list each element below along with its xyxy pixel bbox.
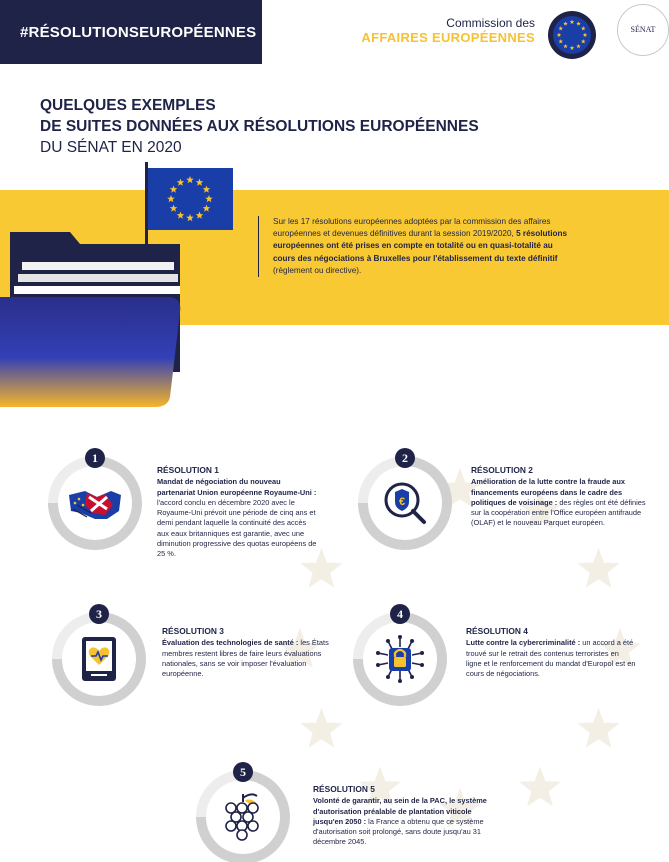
resolution-3-bold: Évaluation des technologies de santé :: [162, 638, 299, 648]
senat-logo: [617, 4, 669, 56]
resolution-5-bold: Volonté de garantir, au sein de la PAC, le système d'autorisation préalable de plantation viticole jusqu'en 2050 :: [313, 796, 487, 826]
senat-logo-text: SÉNAT: [630, 25, 656, 34]
resolution-4-number: 4: [390, 604, 410, 624]
resolution-1-title: RÉSOLUTION 1: [157, 465, 219, 475]
resolution-5-number: 5: [233, 762, 253, 782]
intro-bold: 5 résolutions européennes ont été prises en compte en totalité ou en quasi-totalité au cours des négociations à Bruxelles pour l'établissement du texte définitif: [273, 229, 568, 263]
resolution-5-icon-circle: [196, 764, 290, 862]
hashtag-text: #RÉSOLUTIONSEUROPÉENNES: [20, 23, 257, 41]
resolution-2-title: RÉSOLUTION 2: [471, 465, 533, 475]
commission-line1: Commission des: [446, 16, 535, 30]
page-title: [40, 95, 479, 158]
title-line3: DU SÉNAT EN 2020: [40, 139, 182, 156]
resolution-3-title: RÉSOLUTION 3: [162, 626, 224, 636]
resolution-3-text: les États membres restent libres de faire leurs évaluations nationales, sans se voir imposer l'évaluation européenne.: [162, 638, 329, 679]
folder-with-eu-flag-icon: [0, 162, 240, 407]
commission-line2: AFFAIRES EUROPÉENNES: [361, 30, 535, 45]
handshake-icon: [67, 483, 123, 523]
grapes-icon: [221, 792, 265, 842]
health-tablet-icon: [79, 635, 119, 683]
resolution-4-title: RÉSOLUTION 4: [466, 626, 528, 636]
resolution-2: [471, 465, 651, 529]
resolution-1-bold: Mandat de négociation du nouveau partenariat Union européenne Royaume-Uni :: [157, 477, 317, 497]
resolution-1-icon-circle: [48, 450, 142, 550]
resolution-4-text: un accord a été trouvé sur le retrait des contenus terroristes en ligne et le renforcement du mandat d'Europol est en cours de négociations.: [466, 638, 636, 679]
resolution-2-number: 2: [395, 448, 415, 468]
svg-text:€: €: [398, 496, 406, 508]
title-line2: DE SUITES DONNÉES AUX RÉSOLUTIONS EUROPÉENNES: [40, 118, 479, 135]
commission-name: [361, 16, 535, 45]
eu-stars-logo-icon: [547, 10, 597, 60]
resolution-2-icon-circle: [358, 450, 452, 550]
resolution-1-text: l'accord conclu en décembre 2020 avec le Royaume-Uni prévoit une période de cinq ans et demi pendant laquelle la continuité des accès aux eaux britanniques est garantie, avec une diminution progressive des quotas européens de 25 %.: [157, 497, 317, 559]
resolution-3: [162, 626, 332, 679]
resolution-3-number: 3: [89, 604, 109, 624]
resolution-2-bold: Amélioration de la lutte contre la fraude aux financements européens dans le cadre des politiques de voisinage :: [471, 477, 626, 507]
resolution-2-text: des règles ont été définies sur la coopération entre l'Office européen antifraude (OLAF) et le nouveau Parquet européen.: [471, 497, 646, 528]
resolution-1: [157, 465, 317, 560]
resolution-1-number: 1: [85, 448, 105, 468]
intro-text: [258, 216, 573, 277]
resolution-4-icon-circle: [353, 606, 447, 706]
intro-part2: (règlement ou directive).: [273, 265, 362, 275]
resolution-4-bold: Lutte contre la cybercriminalité :: [466, 638, 581, 648]
title-line1: QUELQUES EXEMPLES: [40, 97, 216, 114]
magnifier-euro-icon: [380, 478, 430, 528]
resolution-4: [466, 626, 636, 679]
resolution-5: [313, 784, 491, 848]
cyber-lock-icon: [374, 633, 426, 685]
resolution-5-title: RÉSOLUTION 5: [313, 784, 375, 794]
resolution-3-icon-circle: [52, 606, 146, 706]
intro-part1: Sur les 17 résolutions européennes adoptées par la commission des affaires européennes et devenues définitives durant la session 2019/2020,: [273, 217, 551, 239]
hashtag-banner: [0, 0, 262, 64]
resolution-5-text: la France a obtenu que ce système d'autorisation soit prolongé, sans doute jusqu'au 31 décembre 2045.: [313, 816, 484, 847]
